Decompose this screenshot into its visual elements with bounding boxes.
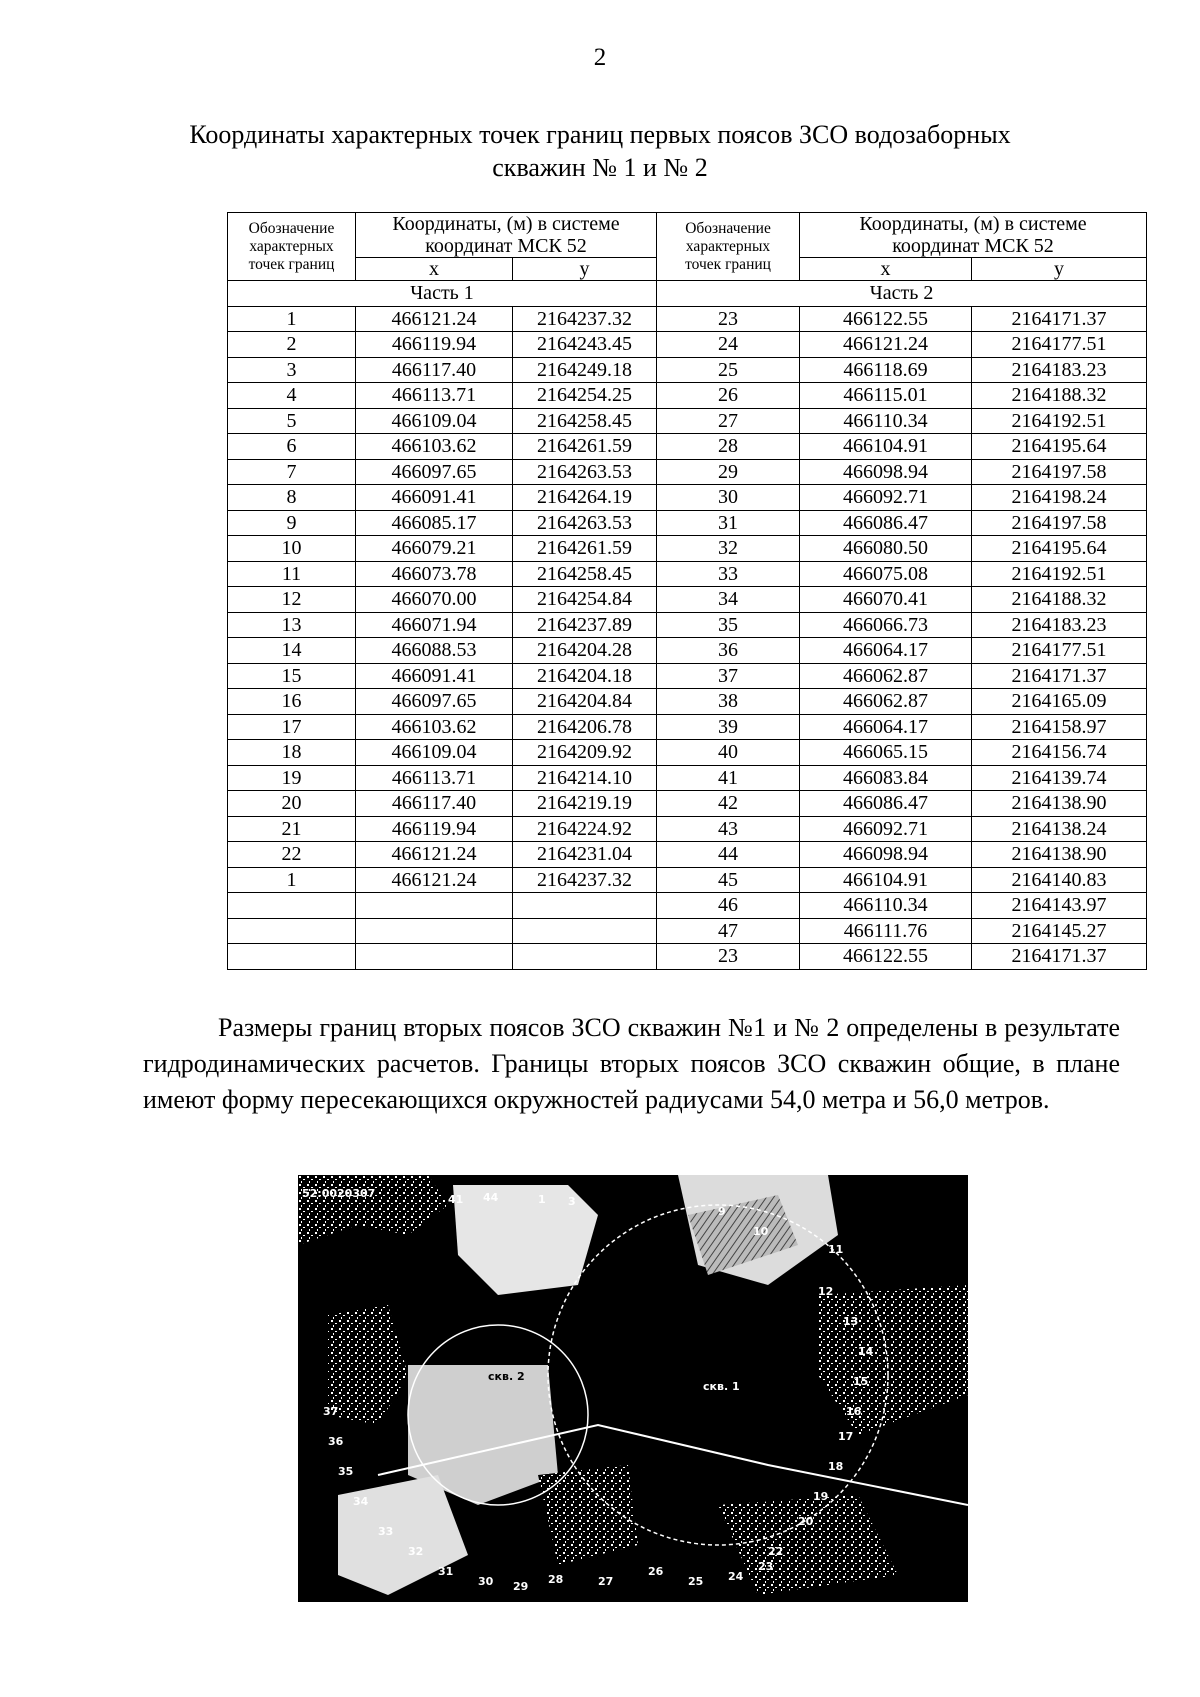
table-row xyxy=(228,306,1147,332)
y-part1: 2164224.92 xyxy=(513,816,657,842)
point-id-part2: 42 xyxy=(657,791,800,817)
map-point-label: 1 xyxy=(538,1193,546,1206)
x-part1: 466119.94 xyxy=(356,816,513,842)
x-part2: 466110.34 xyxy=(800,408,972,434)
point-id-part2: 35 xyxy=(657,612,800,638)
x-part1: 466079.21 xyxy=(356,536,513,562)
point-id-part2: 29 xyxy=(657,459,800,485)
y-part1: 2164254.25 xyxy=(513,383,657,409)
x-part2: 466098.94 xyxy=(800,459,972,485)
map-point-label: 16 xyxy=(846,1405,862,1418)
y-part2: 2164143.97 xyxy=(972,893,1147,919)
y-part2: 2164165.09 xyxy=(972,689,1147,715)
y-part1 xyxy=(513,918,657,944)
x-part2: 466064.17 xyxy=(800,638,972,664)
x-part2: 466092.71 xyxy=(800,816,972,842)
y-header-2: y xyxy=(972,258,1147,281)
y-part1 xyxy=(513,944,657,970)
point-id-part1: 6 xyxy=(228,434,356,460)
map-point-label: 35 xyxy=(338,1465,354,1478)
x-part2: 466066.73 xyxy=(800,612,972,638)
map-point-label: 23 xyxy=(758,1560,774,1573)
coords-header: Координаты, (м) в системе координат МСК 52 xyxy=(356,213,657,258)
map-point-label: 26 xyxy=(648,1565,664,1578)
point-id-part1: 10 xyxy=(228,536,356,562)
map-point-label: 14 xyxy=(858,1345,874,1358)
map-point-label: 18 xyxy=(828,1460,844,1473)
y-part1: 2164204.28 xyxy=(513,638,657,664)
table-row xyxy=(228,638,1147,664)
x-part2: 466118.69 xyxy=(800,357,972,383)
point-id-part1: 3 xyxy=(228,357,356,383)
y-part1: 2164261.59 xyxy=(513,536,657,562)
x-part1 xyxy=(356,944,513,970)
y-part2: 2164188.32 xyxy=(972,587,1147,613)
x-part2: 466115.01 xyxy=(800,383,972,409)
table-title-line-2: скважин № 1 и № 2 xyxy=(492,153,708,182)
y-part2: 2164177.51 xyxy=(972,332,1147,358)
x-part1: 466119.94 xyxy=(356,332,513,358)
x-part1: 466085.17 xyxy=(356,510,513,536)
y-part2: 2164188.32 xyxy=(972,383,1147,409)
map-point-label: 17 xyxy=(838,1430,854,1443)
point-id-part2: 39 xyxy=(657,714,800,740)
map-point-label: 33 xyxy=(378,1525,394,1538)
point-id-part2: 26 xyxy=(657,383,800,409)
table-row xyxy=(228,485,1147,511)
point-id-part1: 16 xyxy=(228,689,356,715)
point-id-part2: 23 xyxy=(657,306,800,332)
point-id-part1: 11 xyxy=(228,561,356,587)
y-part2: 2164183.23 xyxy=(972,357,1147,383)
y-part2: 2164138.90 xyxy=(972,791,1147,817)
x-part1: 466091.41 xyxy=(356,485,513,511)
table-row xyxy=(228,587,1147,613)
point-id-part1: 5 xyxy=(228,408,356,434)
point-id-part1: 21 xyxy=(228,816,356,842)
point-id-part2: 47 xyxy=(657,918,800,944)
y-part1: 2164209.92 xyxy=(513,740,657,766)
y-part1: 2164263.53 xyxy=(513,459,657,485)
map-well-1-label: скв. 1 xyxy=(703,1380,740,1393)
coords-header-2: Координаты, (м) в системе координат МСК 52 xyxy=(800,213,1147,258)
y-part2: 2164145.27 xyxy=(972,918,1147,944)
y-part2: 2164195.64 xyxy=(972,536,1147,562)
x-part2: 466070.41 xyxy=(800,587,972,613)
y-part1: 2164214.10 xyxy=(513,765,657,791)
y-part2: 2164140.83 xyxy=(972,867,1147,893)
table-title xyxy=(150,118,1050,184)
map-image xyxy=(298,1175,968,1602)
y-part2: 2164195.64 xyxy=(972,434,1147,460)
x-part1: 466121.24 xyxy=(356,842,513,868)
x-part2: 466111.76 xyxy=(800,918,972,944)
map-point-label: 15 xyxy=(853,1375,869,1388)
map-point-label: 27 xyxy=(598,1575,614,1588)
point-id-part1: 15 xyxy=(228,663,356,689)
point-id-part1: 17 xyxy=(228,714,356,740)
table-row xyxy=(228,536,1147,562)
map-point-label: 25 xyxy=(688,1575,704,1588)
point-id-part1: 12 xyxy=(228,587,356,613)
table-row xyxy=(228,459,1147,485)
point-id-part1: 18 xyxy=(228,740,356,766)
y-part2: 2164139.74 xyxy=(972,765,1147,791)
x-part1: 466070.00 xyxy=(356,587,513,613)
part-1-label: Часть 1 xyxy=(228,281,657,307)
point-id-part2: 36 xyxy=(657,638,800,664)
map-point-label: 36 xyxy=(328,1435,344,1448)
map-point-label: 10 xyxy=(753,1225,769,1238)
table-row xyxy=(228,332,1147,358)
x-part1: 466117.40 xyxy=(356,357,513,383)
table-header-row xyxy=(228,213,1147,258)
y-part2: 2164183.23 xyxy=(972,612,1147,638)
point-id-part2: 44 xyxy=(657,842,800,868)
part-2-label: Часть 2 xyxy=(657,281,1147,307)
x-part2: 466083.84 xyxy=(800,765,972,791)
x-part1: 466109.04 xyxy=(356,740,513,766)
y-part2: 2164138.90 xyxy=(972,842,1147,868)
x-part1 xyxy=(356,918,513,944)
y-part2: 2164171.37 xyxy=(972,663,1147,689)
y-part2: 2164177.51 xyxy=(972,638,1147,664)
designation-header: Обозначение характерных точек границ xyxy=(228,213,356,281)
map-point-label: 31 xyxy=(438,1565,454,1578)
point-id-part1: 1 xyxy=(228,306,356,332)
map-point-label: 29 xyxy=(513,1580,529,1593)
y-part2: 2164197.58 xyxy=(972,459,1147,485)
point-id-part1: 2 xyxy=(228,332,356,358)
map-point-label: 12 xyxy=(818,1285,834,1298)
point-id-part1: 4 xyxy=(228,383,356,409)
x-part2: 466065.15 xyxy=(800,740,972,766)
x-part2: 466122.55 xyxy=(800,944,972,970)
point-id-part2: 46 xyxy=(657,893,800,919)
x-part2: 466064.17 xyxy=(800,714,972,740)
x-part1: 466073.78 xyxy=(356,561,513,587)
y-part1: 2164249.18 xyxy=(513,357,657,383)
point-id-part1: 14 xyxy=(228,638,356,664)
y-part1: 2164204.84 xyxy=(513,689,657,715)
y-part1: 2164231.04 xyxy=(513,842,657,868)
point-id-part2: 43 xyxy=(657,816,800,842)
point-id-part2: 38 xyxy=(657,689,800,715)
map-point-label: 22 xyxy=(768,1545,784,1558)
coordinates-table xyxy=(227,212,1147,970)
table-row xyxy=(228,765,1147,791)
map-svg xyxy=(298,1175,968,1602)
y-header: y xyxy=(513,258,657,281)
y-part1: 2164258.45 xyxy=(513,408,657,434)
point-id-part2: 41 xyxy=(657,765,800,791)
x-part1: 466097.65 xyxy=(356,689,513,715)
body-paragraph: Размеры границ вторых поясов ЗСО скважин №1 и № 2 определены в результате гидродинамических расчетов. Границы вторых поясов ЗСО скважин общие, в плане имеют форму пересекающихся окружностей радиусами 54,0 метра и 56,0 метров. xyxy=(143,1013,1120,1114)
x-part2: 466080.50 xyxy=(800,536,972,562)
point-id-part1: 20 xyxy=(228,791,356,817)
x-part2: 466104.91 xyxy=(800,867,972,893)
point-id-part1 xyxy=(228,893,356,919)
y-part1: 2164237.32 xyxy=(513,867,657,893)
point-id-part1: 7 xyxy=(228,459,356,485)
y-part1: 2164204.18 xyxy=(513,663,657,689)
point-id-part2: 32 xyxy=(657,536,800,562)
y-part1: 2164243.45 xyxy=(513,332,657,358)
point-id-part2: 24 xyxy=(657,332,800,358)
table-row xyxy=(228,714,1147,740)
y-part2: 2164171.37 xyxy=(972,944,1147,970)
x-header: x xyxy=(356,258,513,281)
point-id-part1 xyxy=(228,944,356,970)
map-point-label: 24 xyxy=(728,1570,744,1583)
point-id-part2: 37 xyxy=(657,663,800,689)
table-row xyxy=(228,510,1147,536)
y-part1: 2164263.53 xyxy=(513,510,657,536)
map-point-label: 19 xyxy=(813,1490,829,1503)
x-part2: 466092.71 xyxy=(800,485,972,511)
x-part1 xyxy=(356,893,513,919)
x-part1: 466088.53 xyxy=(356,638,513,664)
x-part1: 466113.71 xyxy=(356,383,513,409)
map-point-label: 32 xyxy=(408,1545,424,1558)
x-part1: 466121.24 xyxy=(356,867,513,893)
map-point-label: 20 xyxy=(798,1515,814,1528)
y-part2: 2164156.74 xyxy=(972,740,1147,766)
y-part2: 2164158.97 xyxy=(972,714,1147,740)
x-part2: 466075.08 xyxy=(800,561,972,587)
x-part1: 466091.41 xyxy=(356,663,513,689)
x-part2: 466121.24 xyxy=(800,332,972,358)
table-row xyxy=(228,434,1147,460)
table-row xyxy=(228,561,1147,587)
y-part1: 2164206.78 xyxy=(513,714,657,740)
point-id-part2: 27 xyxy=(657,408,800,434)
table-row xyxy=(228,383,1147,409)
table-row xyxy=(228,612,1147,638)
map-point-label: 3 xyxy=(568,1195,576,1208)
y-part1 xyxy=(513,893,657,919)
point-id-part2: 28 xyxy=(657,434,800,460)
table-row xyxy=(228,357,1147,383)
table-row xyxy=(228,867,1147,893)
map-well-2-label: скв. 2 xyxy=(488,1370,525,1383)
y-part2: 2164171.37 xyxy=(972,306,1147,332)
x-part2: 466122.55 xyxy=(800,306,972,332)
y-part2: 2164198.24 xyxy=(972,485,1147,511)
map-cadastral-label: 52:0020307 xyxy=(302,1187,376,1200)
x-part2: 466104.91 xyxy=(800,434,972,460)
y-part2: 2164138.24 xyxy=(972,816,1147,842)
point-id-part2: 31 xyxy=(657,510,800,536)
point-id-part2: 23 xyxy=(657,944,800,970)
point-id-part2: 34 xyxy=(657,587,800,613)
x-part1: 466109.04 xyxy=(356,408,513,434)
map-point-label: 11 xyxy=(828,1243,844,1256)
table-row xyxy=(228,408,1147,434)
table-row xyxy=(228,893,1147,919)
y-part2: 2164192.51 xyxy=(972,561,1147,587)
x-header-2: x xyxy=(800,258,972,281)
y-part1: 2164237.89 xyxy=(513,612,657,638)
point-id-part1 xyxy=(228,918,356,944)
map-point-label: 37 xyxy=(323,1405,339,1418)
x-part1: 466103.62 xyxy=(356,434,513,460)
table-row xyxy=(228,740,1147,766)
x-part1: 466117.40 xyxy=(356,791,513,817)
point-id-part2: 33 xyxy=(657,561,800,587)
table-title-line-1: Координаты характерных точек границ первых поясов ЗСО водозаборных xyxy=(189,120,1011,149)
x-part1: 466121.24 xyxy=(356,306,513,332)
point-id-part1: 8 xyxy=(228,485,356,511)
map-point-label: 41 xyxy=(448,1193,464,1206)
x-part2: 466062.87 xyxy=(800,689,972,715)
page-number: 2 xyxy=(593,44,607,71)
x-part1: 466071.94 xyxy=(356,612,513,638)
table-row xyxy=(228,944,1147,970)
point-id-part2: 30 xyxy=(657,485,800,511)
table-row xyxy=(228,918,1147,944)
y-part2: 2164197.58 xyxy=(972,510,1147,536)
point-id-part1: 13 xyxy=(228,612,356,638)
x-part1: 466097.65 xyxy=(356,459,513,485)
map-point-label: 28 xyxy=(548,1573,564,1586)
table-row xyxy=(228,689,1147,715)
table-row xyxy=(228,663,1147,689)
point-id-part1: 1 xyxy=(228,867,356,893)
point-id-part2: 40 xyxy=(657,740,800,766)
table-row xyxy=(228,791,1147,817)
x-part2: 466098.94 xyxy=(800,842,972,868)
point-id-part1: 19 xyxy=(228,765,356,791)
table-row xyxy=(228,816,1147,842)
map-point-label: 30 xyxy=(478,1575,494,1588)
y-part1: 2164254.84 xyxy=(513,587,657,613)
y-part1: 2164258.45 xyxy=(513,561,657,587)
map-point-label: 9 xyxy=(718,1205,726,1218)
map-point-label: 13 xyxy=(843,1315,859,1328)
point-id-part1: 9 xyxy=(228,510,356,536)
x-part2: 466062.87 xyxy=(800,663,972,689)
x-part1: 466103.62 xyxy=(356,714,513,740)
y-part1: 2164219.19 xyxy=(513,791,657,817)
x-part2: 466086.47 xyxy=(800,791,972,817)
table-part-row xyxy=(228,281,1147,307)
point-id-part2: 25 xyxy=(657,357,800,383)
y-part1: 2164264.19 xyxy=(513,485,657,511)
map-point-label: 44 xyxy=(483,1191,499,1204)
x-part2: 466086.47 xyxy=(800,510,972,536)
y-part1: 2164237.32 xyxy=(513,306,657,332)
designation-header-2: Обозначение характерных точек границ xyxy=(657,213,800,281)
table-row xyxy=(228,842,1147,868)
x-part1: 466113.71 xyxy=(356,765,513,791)
x-part2: 466110.34 xyxy=(800,893,972,919)
point-id-part1: 22 xyxy=(228,842,356,868)
map-point-label: 34 xyxy=(353,1495,369,1508)
y-part1: 2164261.59 xyxy=(513,434,657,460)
y-part2: 2164192.51 xyxy=(972,408,1147,434)
point-id-part2: 45 xyxy=(657,867,800,893)
